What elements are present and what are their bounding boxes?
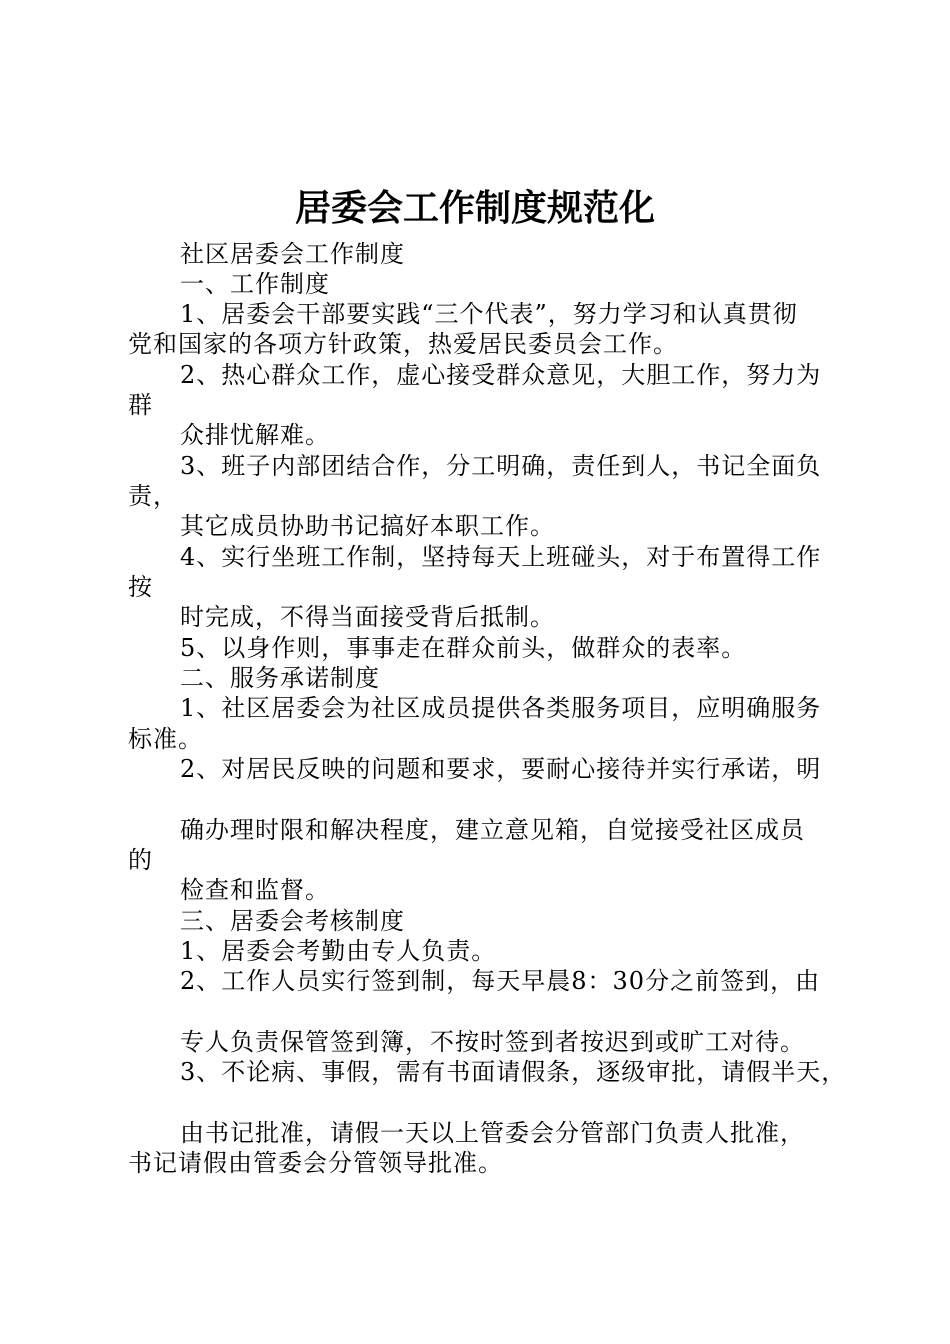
text-line: 一、工作制度 — [180, 270, 330, 298]
text-line: 检查和监督。 — [180, 876, 330, 904]
text-line: 1、社区居委会为社区成员提供各类服务项目，应明确服务 — [180, 694, 822, 722]
text-line: 专人负责保管签到簿，不按时签到者按迟到或旷工对待。 — [180, 1028, 805, 1056]
text-line: 2、对居民反映的问题和要求，要耐心接待并实行承诺，明 — [180, 755, 822, 783]
text-line: 1、居委会考勤由专人负责。 — [180, 937, 497, 965]
text-line: 5、以身作则，事事走在群众前头，做群众的表率。 — [180, 634, 747, 662]
text-line: 书记请假由管委会分管领导批准。 — [128, 1149, 503, 1177]
text-line: 二、服务承诺制度 — [180, 664, 380, 692]
text-line: 4、实行坐班工作制，坚持每天上班碰头，对于布置得工作 — [180, 543, 822, 571]
text-line: 时完成，不得当面接受背后抵制。 — [180, 603, 555, 631]
text-line: 其它成员协助书记搞好本职工作。 — [180, 512, 555, 540]
text-line: 2、热心群众工作，虚心接受群众意见，大胆工作，努力为 — [180, 361, 822, 389]
text-line: 党和国家的各项方针政策，热爱居民委员会工作。 — [128, 330, 678, 358]
text-line: 的 — [128, 846, 153, 874]
text-line: 标准。 — [128, 725, 203, 753]
document-title: 居委会工作制度规范化 — [294, 187, 655, 229]
text-line: 3、不论病、事假，需有书面请假条，逐级审批，请假半天， — [180, 1058, 847, 1086]
text-line: 社区居委会工作制度 — [180, 240, 405, 268]
text-line: 2、工作人员实行签到制，每天早晨8：30分之前签到，由 — [180, 967, 821, 995]
text-line: 由书记批准，请假一天以上管委会分管部门负责人批准， — [180, 1119, 805, 1147]
text-line: 三、居委会考核制度 — [180, 907, 405, 935]
text-line: 众排忧解难。 — [180, 421, 330, 449]
text-line: 责， — [128, 482, 178, 510]
text-line: 确办理时限和解决程度，建立意见箱，自觉接受社区成员 — [180, 816, 805, 844]
text-line: 按 — [128, 573, 153, 601]
text-line: 3、班子内部团结合作，分工明确，责任到人，书记全面负 — [180, 452, 822, 480]
text-line: 1、居委会干部要实践“三个代表”，努力学习和认真贯彻 — [180, 300, 798, 328]
text-line: 群 — [128, 391, 153, 419]
